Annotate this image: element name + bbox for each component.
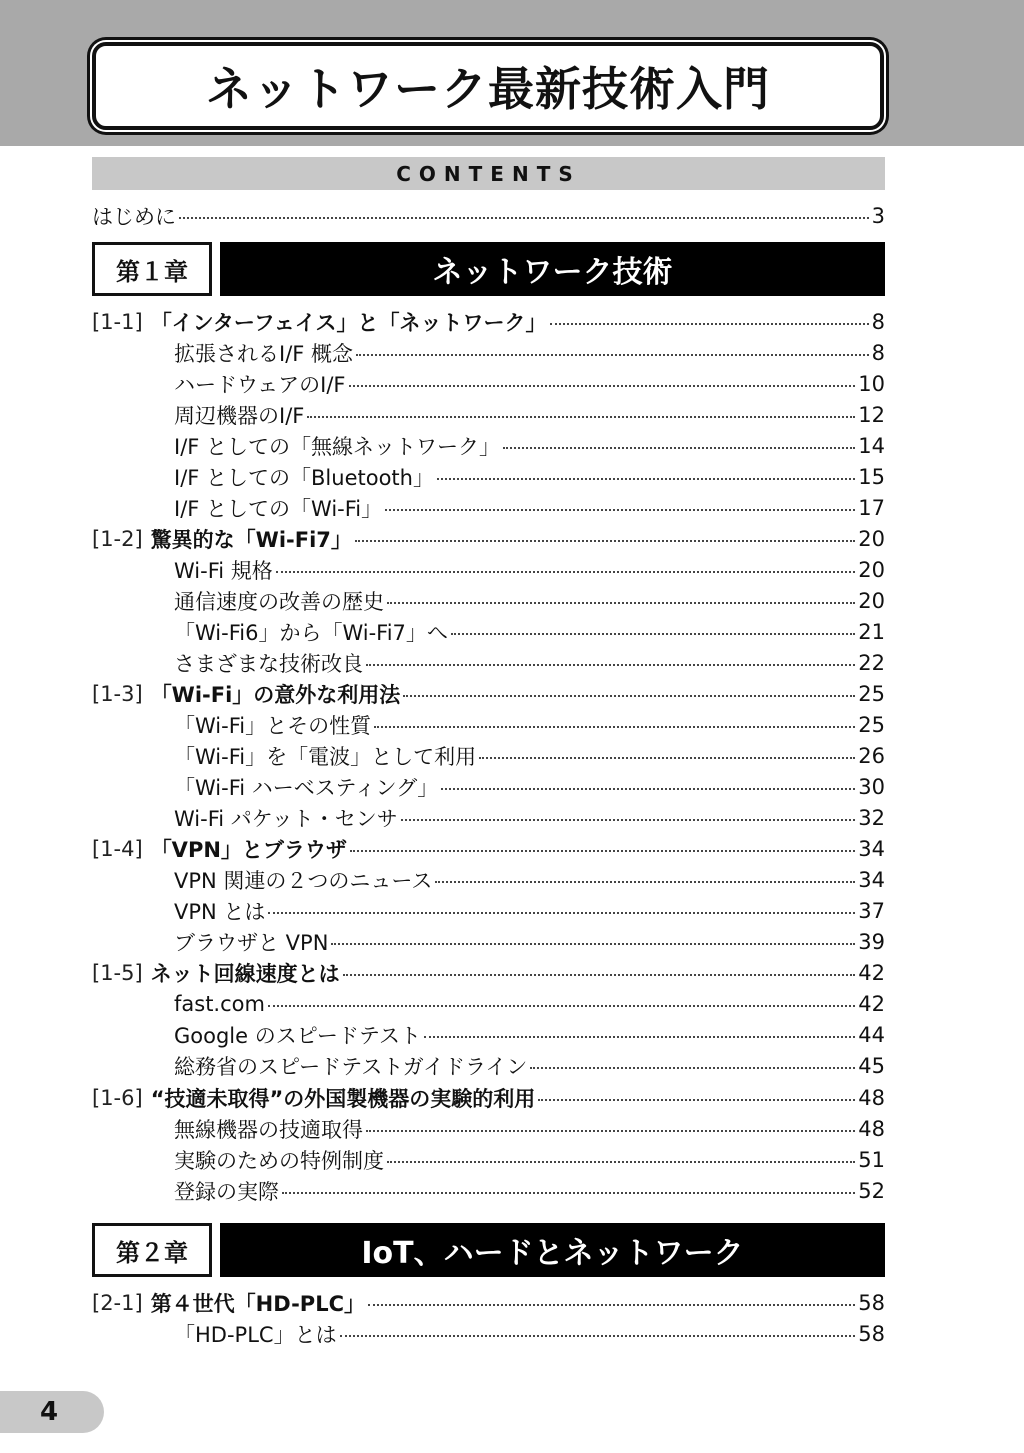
section-title: 驚異的な「Wi-Fi7」 xyxy=(150,528,352,552)
page-number: 15 xyxy=(858,465,885,489)
page-number: 51 xyxy=(858,1148,885,1172)
section-number: [1-3] xyxy=(92,682,143,706)
section-title: 「インターフェイス」と「ネットワーク」 xyxy=(150,311,547,335)
item-title: さまざまな技術改良 xyxy=(174,652,363,676)
item-title: Google のスピードテスト xyxy=(174,1024,422,1048)
toc-item[interactable] xyxy=(174,431,885,461)
page-number: 12 xyxy=(858,403,885,427)
toc-item[interactable] xyxy=(174,1020,885,1050)
toc-item[interactable] xyxy=(174,338,885,368)
toc-item[interactable] xyxy=(174,741,885,771)
toc-section[interactable] xyxy=(92,524,885,554)
page-number: 25 xyxy=(858,713,885,737)
chapter-2-title: IoT、ハードとネットワーク xyxy=(220,1223,885,1277)
leader-dots xyxy=(355,540,855,542)
page-number: 20 xyxy=(858,589,885,613)
item-title: 無線機器の技適取得 xyxy=(174,1118,363,1142)
leader-dots xyxy=(276,571,855,573)
page-number: 42 xyxy=(858,961,885,985)
page-number: 8 xyxy=(871,341,885,365)
leader-dots xyxy=(441,788,855,790)
leader-dots xyxy=(435,881,855,883)
toc-section[interactable] xyxy=(92,958,885,988)
item-title: 「Wi-Fi ハーベスティング」 xyxy=(174,776,439,800)
item-title: 「HD-PLC」とは xyxy=(174,1323,337,1347)
section-title: 「Wi-Fi」の意外な利用法 xyxy=(150,683,401,707)
leader-dots xyxy=(282,1192,855,1194)
item-title: ハードウェアのI/F xyxy=(174,373,346,397)
toc-item[interactable] xyxy=(174,1319,885,1349)
item-title: I/F としての「Wi-Fi」 xyxy=(174,497,383,521)
section-title: 第４世代「HD-PLC」 xyxy=(150,1292,365,1316)
toc-section[interactable] xyxy=(92,1288,885,1318)
page-number: 10 xyxy=(858,372,885,396)
leader-dots xyxy=(350,850,855,852)
leader-dots xyxy=(179,217,869,219)
toc-item[interactable] xyxy=(174,1114,885,1144)
page-number: 22 xyxy=(858,651,885,675)
leader-dots xyxy=(387,1161,855,1163)
leader-dots xyxy=(387,602,855,604)
page-number: 34 xyxy=(858,868,885,892)
item-title: 登録の実際 xyxy=(174,1180,279,1204)
toc-item[interactable] xyxy=(174,927,885,957)
leader-dots xyxy=(268,912,855,914)
leader-dots xyxy=(479,757,855,759)
leader-dots xyxy=(366,664,855,666)
toc-section[interactable] xyxy=(92,679,885,709)
item-title: Wi-Fi パケット・センサ xyxy=(174,807,398,831)
toc-item[interactable] xyxy=(174,710,885,740)
page-number: 48 xyxy=(858,1086,885,1110)
toc-item[interactable] xyxy=(174,896,885,926)
leader-dots xyxy=(424,1036,855,1038)
leader-dots xyxy=(550,323,869,325)
page-number: 25 xyxy=(858,682,885,706)
toc-intro-page: 3 xyxy=(871,204,885,228)
item-title: Wi-Fi 規格 xyxy=(174,559,273,583)
contents-label: CONTENTS xyxy=(396,161,581,186)
page-number: 17 xyxy=(858,496,885,520)
leader-dots xyxy=(401,819,856,821)
toc-section[interactable] xyxy=(92,1083,885,1113)
page-number: 21 xyxy=(858,620,885,644)
leader-dots xyxy=(403,695,855,697)
leader-dots xyxy=(340,1335,856,1337)
leader-dots xyxy=(451,633,855,635)
section-number: [1-1] xyxy=(92,310,143,334)
page-number: 34 xyxy=(858,837,885,861)
leader-dots xyxy=(385,509,855,511)
toc-item[interactable] xyxy=(174,1145,885,1175)
leader-dots xyxy=(437,478,855,480)
chapter-1-title: ネットワーク技術 xyxy=(220,242,885,296)
toc-item[interactable] xyxy=(174,648,885,678)
toc-item[interactable] xyxy=(174,617,885,647)
page-number: 32 xyxy=(858,806,885,830)
item-title: 「Wi-Fi」を「電波」として利用 xyxy=(174,745,477,769)
leader-dots xyxy=(374,726,855,728)
section-number: [1-2] xyxy=(92,527,143,551)
item-title: VPN とは xyxy=(174,900,266,924)
page-number: 20 xyxy=(858,527,885,551)
chapter-2-header xyxy=(92,1223,885,1277)
toc-intro[interactable] xyxy=(92,201,885,231)
page-number: 14 xyxy=(858,434,885,458)
section-title: ネット回線速度とは xyxy=(150,962,340,986)
leader-dots xyxy=(343,974,856,976)
leader-dots xyxy=(368,1304,855,1306)
page-number-tab xyxy=(0,1391,104,1433)
toc-item[interactable] xyxy=(174,989,885,1019)
page-number: 58 xyxy=(858,1291,885,1315)
item-title: VPN 関連の２つのニュース xyxy=(174,869,433,893)
toc-item[interactable] xyxy=(174,586,885,616)
item-title: 周辺機器のI/F xyxy=(174,404,305,428)
item-title: 「Wi-Fi6」から「Wi-Fi7」へ xyxy=(174,621,448,645)
book-title: ネットワーク最新技術入門 xyxy=(206,62,770,116)
item-title: 総務省のスピードテストガイドライン xyxy=(174,1055,528,1079)
toc-item[interactable] xyxy=(174,462,885,492)
page-number: 44 xyxy=(858,1023,885,1047)
item-title: ブラウザと VPN xyxy=(174,931,329,955)
page-number: 52 xyxy=(858,1179,885,1203)
leader-dots xyxy=(307,416,855,418)
toc-item[interactable] xyxy=(174,369,885,399)
leader-dots xyxy=(366,1130,855,1132)
section-title: “技適未取得”の外国製機器の実験的利用 xyxy=(150,1087,536,1111)
section-number: [1-4] xyxy=(92,837,143,861)
page-number: 37 xyxy=(858,899,885,923)
toc-section[interactable] xyxy=(92,307,885,337)
page-number: 48 xyxy=(858,1117,885,1141)
toc-item[interactable] xyxy=(174,865,885,895)
item-title: 拡張されるI/F 概念 xyxy=(174,342,354,366)
leader-dots xyxy=(268,1005,855,1007)
toc-item[interactable] xyxy=(174,400,885,430)
section-number: [1-5] xyxy=(92,961,143,985)
toc-item[interactable] xyxy=(174,772,885,802)
page-number: 45 xyxy=(858,1054,885,1078)
toc-section[interactable] xyxy=(92,834,885,864)
leader-dots xyxy=(530,1067,855,1069)
section-title: 「VPN」とブラウザ xyxy=(150,838,347,862)
page-number: 58 xyxy=(858,1322,885,1346)
item-title: fast.com xyxy=(174,992,265,1016)
section-number: [1-6] xyxy=(92,1086,143,1110)
item-title: I/F としての「Bluetooth」 xyxy=(174,466,434,490)
contents-bar xyxy=(92,157,885,190)
page-number: 20 xyxy=(858,558,885,582)
item-title: 通信速度の改善の歴史 xyxy=(174,590,384,614)
toc-item[interactable] xyxy=(174,1051,885,1081)
toc-item[interactable] xyxy=(174,803,885,833)
item-title: 「Wi-Fi」とその性質 xyxy=(174,714,372,738)
item-title: 実験のための特例制度 xyxy=(174,1149,384,1173)
book-title-box xyxy=(92,42,884,130)
page-number: 26 xyxy=(858,744,885,768)
toc-intro-label: はじめに xyxy=(92,205,176,229)
leader-dots xyxy=(349,385,856,387)
leader-dots xyxy=(503,447,855,449)
toc-item[interactable] xyxy=(174,493,885,523)
page-number: 42 xyxy=(858,992,885,1016)
toc-item[interactable] xyxy=(174,1176,885,1206)
section-number: [2-1] xyxy=(92,1291,143,1315)
chapter-2-label: 第２章 xyxy=(92,1223,212,1277)
item-title: I/F としての「無線ネットワーク」 xyxy=(174,435,501,459)
chapter-1-label: 第１章 xyxy=(92,242,212,296)
leader-dots xyxy=(356,354,869,356)
page-number: 39 xyxy=(858,930,885,954)
leader-dots xyxy=(538,1099,855,1101)
page-number: 8 xyxy=(871,310,885,334)
toc-item[interactable] xyxy=(174,555,885,585)
leader-dots xyxy=(331,943,855,945)
page-number-label: 4 xyxy=(40,1397,59,1427)
chapter-1-header xyxy=(92,242,885,296)
page-number: 30 xyxy=(858,775,885,799)
